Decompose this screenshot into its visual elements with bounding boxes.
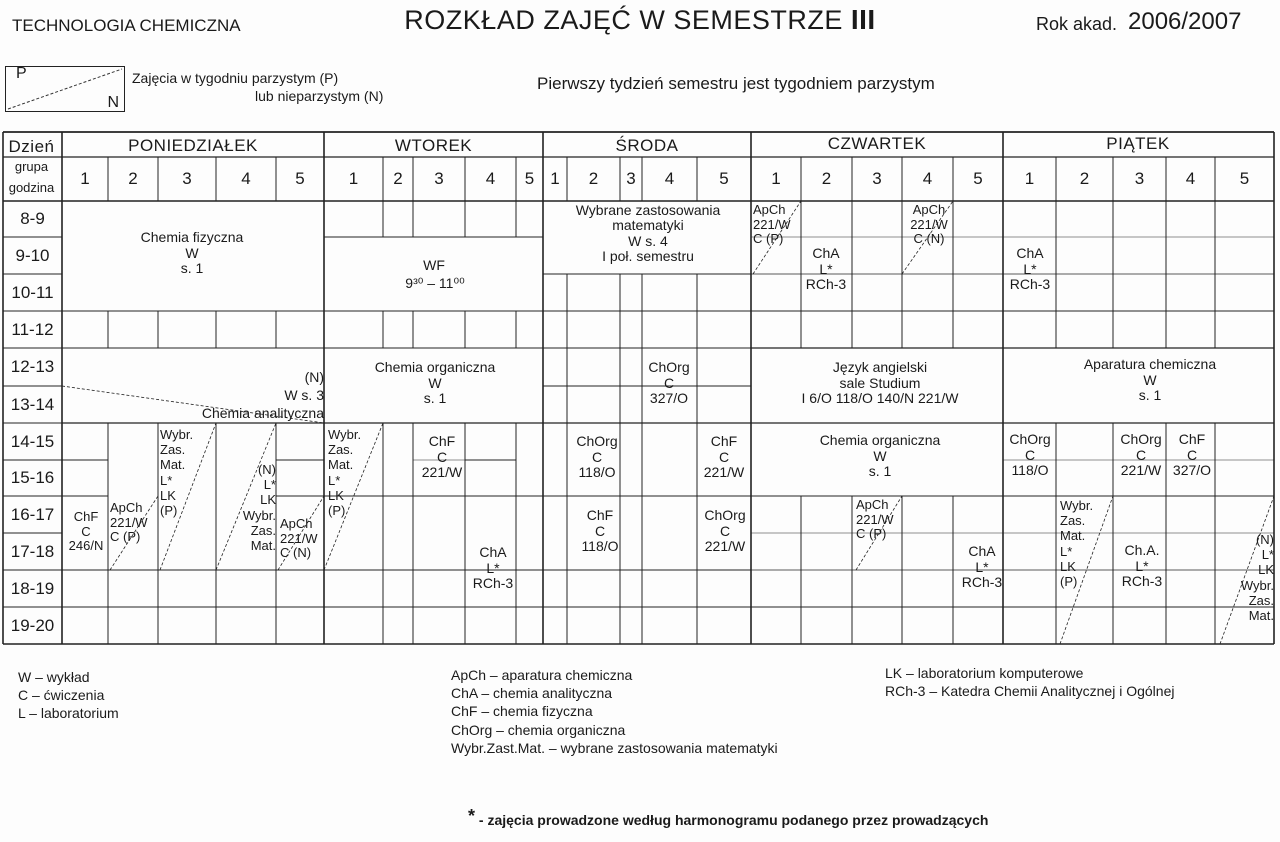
line: 221/W bbox=[703, 464, 745, 481]
hour-label: 18-19 bbox=[10, 578, 55, 598]
hour-label: 19-20 bbox=[10, 615, 55, 635]
line: 221/W bbox=[856, 511, 894, 527]
subject: Chemia fizyczna bbox=[140, 229, 244, 245]
class-type: W bbox=[428, 374, 442, 391]
abbrev-item: ChOrg – chemia organiczna bbox=[451, 721, 626, 738]
group-number: 4 bbox=[1185, 169, 1196, 188]
line: C bbox=[718, 448, 730, 465]
line: ApCh bbox=[110, 500, 143, 515]
thu-jezyk-angielski bbox=[760, 360, 1000, 407]
group-number: 2 bbox=[588, 169, 599, 188]
line: C bbox=[1186, 446, 1198, 463]
tue-wf-time: 9³⁰ – 11⁰⁰ bbox=[405, 275, 465, 291]
wed-chorg-g2 bbox=[571, 434, 623, 481]
line: Zas. bbox=[328, 442, 354, 458]
class-type: W bbox=[873, 447, 887, 464]
line: LK bbox=[328, 487, 344, 503]
wed-chorg-g4 bbox=[643, 360, 695, 407]
line: C bbox=[719, 522, 731, 539]
line: Mat. bbox=[160, 457, 186, 473]
hour-label: 16-17 bbox=[10, 504, 55, 524]
legend-text-odd: lub nieparzystym (N) bbox=[255, 88, 384, 104]
line: ChOrg bbox=[1009, 431, 1051, 447]
hour-label: 11-12 bbox=[11, 319, 54, 339]
abbrev-col-3 bbox=[885, 664, 1174, 700]
subject: Aparatura chemiczna bbox=[1083, 356, 1217, 372]
room: s. 1 bbox=[868, 463, 892, 480]
subject: Chemia organiczna bbox=[374, 359, 496, 375]
line: Wybr. bbox=[242, 507, 276, 523]
line: Zas. bbox=[1060, 513, 1086, 529]
mon-wybr-g3 bbox=[160, 427, 200, 518]
line: C (N) bbox=[913, 231, 945, 247]
abbrev-col-2 bbox=[451, 666, 778, 757]
thu-cha-g5 bbox=[956, 544, 1008, 591]
group-number: 2 bbox=[821, 169, 832, 188]
line: ChF bbox=[428, 433, 456, 449]
group-number: 3 bbox=[1134, 169, 1145, 188]
line: 118/O bbox=[1011, 462, 1049, 479]
hour-label: 9-10 bbox=[15, 245, 50, 265]
academic-year: 2006/2007 bbox=[1128, 8, 1242, 35]
line: L* bbox=[819, 260, 833, 277]
col-header-day: Dzień bbox=[8, 137, 55, 156]
hour-label: 14-15 bbox=[10, 431, 55, 451]
line: ApCh bbox=[753, 202, 786, 217]
hour-label: 15-16 bbox=[10, 468, 55, 487]
line: LK bbox=[160, 487, 176, 503]
thu-apch-g4 bbox=[904, 203, 954, 247]
line: 118/O bbox=[581, 538, 619, 555]
line: C bbox=[81, 523, 91, 539]
line: C (P) bbox=[753, 231, 784, 247]
group-number: 4 bbox=[485, 169, 496, 188]
abbrev-item: W – wykład bbox=[18, 669, 90, 685]
mon-chemia-fizyczna bbox=[92, 230, 292, 277]
group-number: 1 bbox=[348, 169, 359, 188]
group-number: 3 bbox=[872, 169, 882, 188]
line: ChOrg bbox=[648, 359, 690, 375]
legend-even-mark: P bbox=[16, 65, 27, 82]
room: s. 1 bbox=[1138, 387, 1162, 404]
line: L* bbox=[1023, 260, 1037, 277]
group-number: 1 bbox=[80, 169, 90, 188]
fri-cha-g1 bbox=[1004, 246, 1056, 293]
group-number: 3 bbox=[434, 169, 444, 188]
hour-label: 10-11 bbox=[11, 282, 54, 302]
line: ApCh bbox=[912, 202, 946, 217]
mon-chf-g1 bbox=[64, 510, 108, 554]
room: s. 1 bbox=[423, 390, 447, 407]
class-type: W bbox=[1143, 371, 1157, 388]
subject: Chemia organiczna bbox=[819, 432, 941, 448]
line: LK bbox=[1258, 562, 1274, 578]
line: ChF bbox=[1178, 431, 1206, 447]
line: Zas. bbox=[250, 522, 276, 538]
group-number: 5 bbox=[524, 169, 535, 188]
line: C bbox=[436, 448, 448, 465]
mon-chem-anal-subject: Chemia analityczna bbox=[201, 405, 324, 421]
line: 221/W bbox=[280, 530, 318, 546]
line: 118/O bbox=[578, 464, 616, 481]
hour-label: 17-18 bbox=[10, 541, 55, 561]
line: Mat. bbox=[1248, 608, 1274, 624]
line: C bbox=[1024, 446, 1036, 463]
line: ChA bbox=[1016, 245, 1044, 261]
line: L* bbox=[263, 477, 276, 493]
line: RCh-3 bbox=[961, 574, 1003, 591]
line: ChOrg bbox=[704, 507, 746, 523]
class-type: W bbox=[185, 244, 199, 261]
line: (N) bbox=[1255, 532, 1274, 547]
group-number: 5 bbox=[1239, 169, 1250, 188]
wed-wybrane-zastosowania bbox=[548, 203, 748, 265]
line: RCh-3 bbox=[1121, 573, 1163, 590]
wed-chorg-g5 bbox=[698, 508, 752, 555]
line: ApCh bbox=[856, 497, 889, 512]
abbrev-item: C – ćwiczenia bbox=[18, 687, 105, 704]
line: 327/O bbox=[649, 390, 689, 407]
line: Mat. bbox=[250, 538, 276, 554]
abbrev-item: Wybr.Zast.Mat. – wybrane zastosowania matematyki bbox=[451, 739, 778, 756]
line: Zas. bbox=[1248, 592, 1274, 608]
group-number: 2 bbox=[128, 169, 138, 188]
title-semester: III bbox=[850, 4, 876, 35]
abbrev-item: L – laboratorium bbox=[18, 705, 119, 722]
abbrev-item: LK – laboratorium komputerowe bbox=[885, 665, 1084, 681]
footnote-text: - zajęcia prowadzone według harmonogramu podanego przez prowadzących bbox=[475, 812, 989, 828]
line: 221/W bbox=[1120, 462, 1162, 479]
fri-cha-g3 bbox=[1116, 543, 1168, 590]
line: ChOrg bbox=[1120, 431, 1162, 447]
line: C bbox=[663, 374, 675, 391]
line: 246/N bbox=[68, 538, 104, 554]
line: Wybr. bbox=[1240, 577, 1274, 593]
line: (P) bbox=[160, 503, 178, 519]
day-thursday: CZWARTEK bbox=[827, 134, 927, 153]
day-friday: PIĄTEK bbox=[1106, 134, 1170, 153]
group-number: 5 bbox=[295, 169, 305, 188]
title-main: ROZKŁAD ZAJĘĆ W SEMESTRZE bbox=[404, 5, 843, 35]
fri-chf-g4 bbox=[1168, 432, 1216, 479]
line: (P) bbox=[1060, 574, 1078, 590]
line: L* bbox=[975, 558, 989, 575]
wed-chf-g5 bbox=[698, 434, 750, 481]
group-number: 4 bbox=[664, 169, 675, 188]
line: 221/W bbox=[753, 216, 791, 232]
day-monday: PONIEDZIAŁEK bbox=[128, 136, 258, 155]
group-number: 3 bbox=[182, 169, 192, 188]
tue-wybr-g1 bbox=[328, 427, 368, 518]
group-number: 4 bbox=[241, 169, 251, 188]
footnote bbox=[468, 806, 988, 828]
mon-apch-g5 bbox=[280, 517, 326, 561]
group-number: 5 bbox=[719, 169, 729, 188]
line: C (N) bbox=[280, 545, 312, 561]
line: C bbox=[1135, 446, 1147, 463]
line: Wybr. bbox=[160, 427, 194, 442]
line: L* bbox=[1060, 543, 1073, 559]
tue-cha-g4 bbox=[468, 545, 518, 592]
line: C bbox=[591, 448, 603, 465]
line: I 6/O 118/O 140/N 221/W bbox=[801, 390, 959, 407]
group-number: 1 bbox=[550, 169, 560, 188]
line: ChA bbox=[479, 544, 507, 560]
abbrev-item: ChF – chemia fizyczna bbox=[451, 703, 593, 720]
line: RCh-3 bbox=[805, 276, 847, 293]
thu-chemia-organiczna bbox=[780, 433, 980, 480]
line: C bbox=[594, 522, 606, 539]
group-number: 1 bbox=[771, 169, 781, 188]
abbrev-col-1 bbox=[18, 668, 119, 723]
first-week-note: Pierwszy tydzień semestru jest tygodniem parzystym bbox=[537, 74, 935, 93]
group-number: 2 bbox=[393, 169, 403, 188]
line: C (P) bbox=[110, 529, 141, 545]
mon-chem-anal-type: W s. 3 bbox=[284, 387, 324, 403]
mon-apch-g2 bbox=[110, 501, 158, 545]
footnote-star: * bbox=[468, 806, 476, 826]
line: ChOrg bbox=[576, 433, 618, 449]
day-wednesday: ŚRODA bbox=[615, 136, 679, 155]
line: matematyki bbox=[612, 217, 684, 234]
hour-label: 12-13 bbox=[10, 357, 55, 376]
line: Zas. bbox=[160, 442, 186, 458]
line: L* bbox=[160, 472, 173, 488]
line: 327/O bbox=[1172, 462, 1212, 479]
abbrev-item: RCh-3 – Katedra Chemii Analitycznej i Ogólnej bbox=[885, 683, 1175, 700]
fri-chorg-g3 bbox=[1114, 432, 1168, 479]
fri-wybr-g5 bbox=[1222, 532, 1274, 623]
wed-chf-g2 bbox=[574, 508, 626, 555]
fri-chorg-g1 bbox=[1004, 432, 1056, 479]
hour-label: 8-9 bbox=[20, 209, 45, 228]
line: LK bbox=[260, 492, 276, 508]
line: Wybr. bbox=[328, 427, 362, 442]
line: Mat. bbox=[1060, 528, 1086, 544]
fri-wybr-g2 bbox=[1060, 498, 1104, 589]
year-label: Rok akad. bbox=[1036, 14, 1118, 34]
line: Mat. bbox=[328, 457, 354, 473]
group-number: 4 bbox=[922, 169, 933, 188]
group-number: 1 bbox=[1024, 169, 1035, 188]
line: Ch.A. bbox=[1124, 542, 1160, 558]
line: RCh-3 bbox=[472, 575, 514, 592]
hour-label: 13-14 bbox=[10, 394, 55, 414]
line: 221/W bbox=[421, 464, 463, 481]
line: RCh-3 bbox=[1009, 276, 1051, 293]
col-header-hour: godzina bbox=[8, 180, 55, 195]
line: Wybr. bbox=[1060, 498, 1094, 513]
line: (P) bbox=[328, 503, 346, 519]
line: (N) bbox=[257, 462, 276, 477]
line: W s. 4 bbox=[628, 232, 668, 249]
line: ChF bbox=[73, 509, 99, 524]
line: ApCh bbox=[280, 516, 313, 531]
line: 221/W bbox=[110, 514, 148, 530]
line: L* bbox=[486, 559, 500, 576]
line: L* bbox=[1261, 547, 1274, 563]
fri-aparatura-chemiczna bbox=[1040, 357, 1260, 404]
line: ChF bbox=[586, 507, 614, 523]
line: 221/W bbox=[704, 538, 746, 555]
thu-cha-g2 bbox=[800, 246, 852, 293]
line: ChF bbox=[710, 433, 738, 449]
line: I poł. semestru bbox=[602, 248, 694, 265]
line: Wybrane zastosowania bbox=[575, 202, 721, 218]
abbrev-item: ChA – chemia analityczna bbox=[451, 685, 613, 702]
mon-wybr-g4 bbox=[228, 462, 276, 553]
line: LK bbox=[1060, 558, 1076, 574]
line: C (P) bbox=[856, 526, 887, 542]
col-header-group: grupa bbox=[14, 159, 49, 174]
legend-odd-mark: N bbox=[107, 94, 119, 111]
group-number: 5 bbox=[973, 169, 983, 188]
tue-chemia-organiczna bbox=[340, 360, 530, 407]
day-tuesday: WTOREK bbox=[394, 136, 473, 155]
thu-apch-g1 bbox=[753, 203, 803, 247]
tue-chf-g3 bbox=[416, 434, 468, 481]
legend-text-even: Zajęcia w tygodniu parzystym (P) bbox=[132, 70, 339, 86]
line: L* bbox=[1135, 557, 1149, 574]
tue-wf: WF bbox=[423, 257, 445, 273]
field-of-study: TECHNOLOGIA CHEMICZNA bbox=[12, 16, 241, 35]
room: s. 1 bbox=[180, 260, 204, 277]
group-number: 2 bbox=[1079, 169, 1090, 188]
group-number: 3 bbox=[626, 169, 636, 188]
line: L* bbox=[328, 472, 341, 488]
line: Język angielski bbox=[832, 359, 928, 375]
line: ChA bbox=[968, 543, 996, 559]
line: 221/W bbox=[910, 216, 948, 232]
abbrev-item: ApCh – aparatura chemiczna bbox=[451, 667, 633, 683]
line: sale Studium bbox=[839, 374, 921, 391]
thu-apch-g3 bbox=[856, 498, 906, 542]
mon-chem-anal-parity: (N) bbox=[304, 369, 324, 385]
line: ChA bbox=[812, 245, 840, 261]
